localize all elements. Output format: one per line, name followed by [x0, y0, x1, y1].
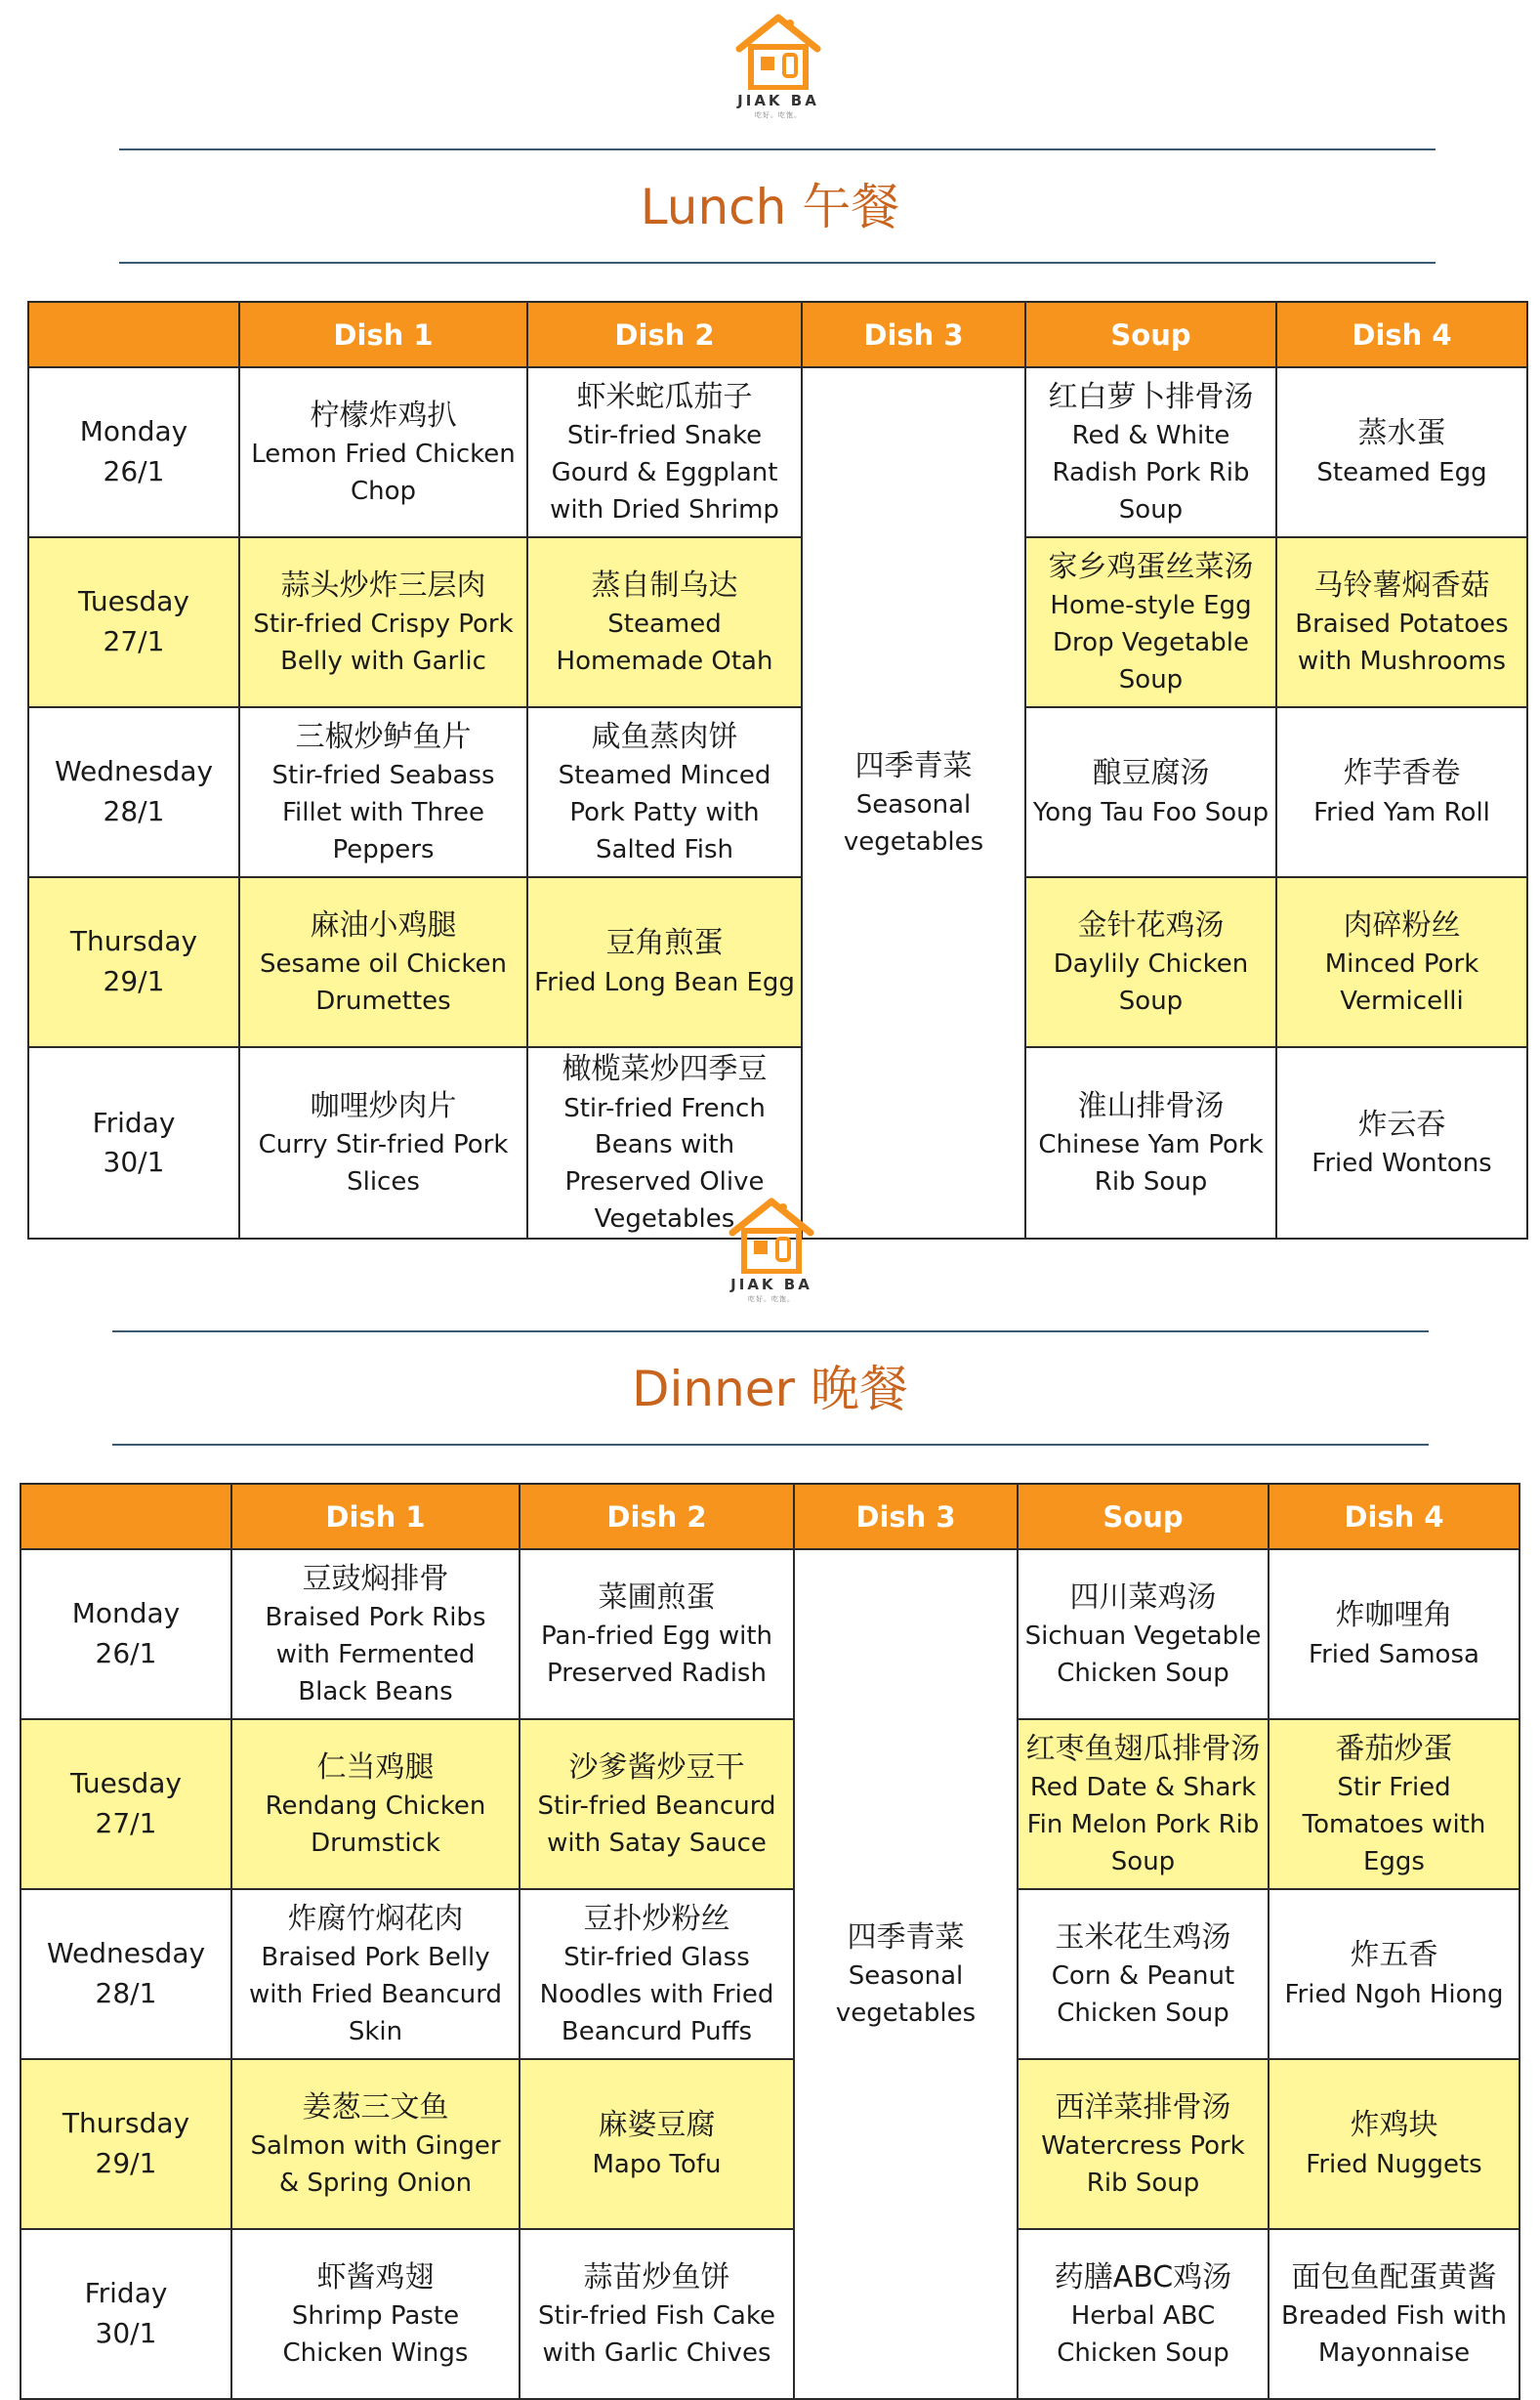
soup-cell: 玉米花生鸡汤 Corn & Peanut Chicken Soup [1018, 1889, 1269, 2059]
logo [718, 1194, 825, 1304]
dish1-cell: 蒜头炒炸三层肉 Stir-fried Crispy Pork Belly with Garlic [239, 537, 527, 707]
dish1-cell: 咖哩炒肉片 Curry Stir-fried Pork Slices [239, 1047, 527, 1239]
soup-cell: 西洋菜排骨汤 Watercress Pork Rib Soup [1018, 2059, 1269, 2229]
dish1-cell: 柠檬炸鸡扒 Lemon Fried Chicken Chop [239, 367, 527, 537]
header-dish4: Dish 4 [1269, 1484, 1519, 1549]
table-row [21, 1719, 1519, 1889]
dish2-cell: 菜圃煎蛋 Pan-fried Egg with Preserved Radish [520, 1549, 794, 1719]
dish4-cell: 炸咖哩角 Fried Samosa [1269, 1549, 1519, 1719]
soup-cell: 红白萝卜排骨汤 Red & White Radish Pork Rib Soup [1025, 367, 1276, 537]
dish4-cell: 炸鸡块 Fried Nuggets [1269, 2059, 1519, 2229]
dish2-cell: 蒜苗炒鱼饼 Stir-fried Fish Cake with Garlic Chives [520, 2229, 794, 2399]
dish1-cell: 三椒炒鲈鱼片 Stir-fried Seabass Fillet with Three Peppers [239, 707, 527, 877]
divider-top [112, 1330, 1429, 1332]
header-soup: Soup [1025, 302, 1276, 367]
day-cell: Wednesday 28/1 [21, 1889, 231, 2059]
header-row [28, 302, 1527, 367]
dish3-cell: 四季青菜 Seasonal vegetables [802, 367, 1025, 1239]
header-dish3: Dish 3 [794, 1484, 1018, 1549]
dish4-cell: 番茄炒蛋 Stir Fried Tomatoes with Eggs [1269, 1719, 1519, 1889]
header-dish4: Dish 4 [1276, 302, 1527, 367]
dish2-cell: 橄榄菜炒四季豆 Stir-fried French Beans with Preserved Olive Vegetables [527, 1047, 802, 1239]
table-row [28, 367, 1527, 537]
dish2-cell: 豆角煎蛋 Fried Long Bean Egg [527, 877, 802, 1047]
header-corner [21, 1484, 231, 1549]
header-dish1: Dish 1 [231, 1484, 520, 1549]
dish1-cell: 姜葱三文鱼 Salmon with Ginger & Spring Onion [231, 2059, 520, 2229]
header-row [21, 1484, 1519, 1549]
brand-name: JIAK BA [737, 92, 819, 109]
day-cell: Tuesday 27/1 [28, 537, 239, 707]
dish1-cell: 麻油小鸡腿 Sesame oil Chicken Drumettes [239, 877, 527, 1047]
lunch-table [27, 301, 1528, 1240]
dish2-cell: 麻婆豆腐 Mapo Tofu [520, 2059, 794, 2229]
dish1-cell: 虾酱鸡翅 Shrimp Paste Chicken Wings [231, 2229, 520, 2399]
soup-cell: 药膳ABC鸡汤 Herbal ABC Chicken Soup [1018, 2229, 1269, 2399]
table-row [28, 707, 1527, 877]
header-dish2: Dish 2 [527, 302, 802, 367]
table-row [21, 2229, 1519, 2399]
day-cell: Thursday 29/1 [28, 877, 239, 1047]
house-logo-icon [729, 10, 827, 90]
brand-tagline: 吃好。吃饱。 [748, 1295, 795, 1303]
brand-tagline: 吃好。吃饱。 [755, 111, 802, 119]
divider-bottom [112, 1444, 1429, 1446]
divider-bottom [119, 262, 1436, 264]
dish2-cell: 豆扑炒粉丝 Stir-fried Glass Noodles with Fried Beancurd Puffs [520, 1889, 794, 2059]
divider-top [119, 148, 1436, 150]
day-cell: Monday 26/1 [21, 1549, 231, 1719]
soup-cell: 酿豆腐汤 Yong Tau Foo Soup [1025, 707, 1276, 877]
day-cell: Friday 30/1 [28, 1047, 239, 1239]
soup-cell: 金针花鸡汤 Daylily Chicken Soup [1025, 877, 1276, 1047]
dish4-cell: 炸云吞 Fried Wontons [1276, 1047, 1527, 1239]
table-row [28, 537, 1527, 707]
day-cell: Thursday 29/1 [21, 2059, 231, 2229]
dinner-table [20, 1483, 1520, 2400]
dish4-cell: 面包鱼配蛋黄酱 Breaded Fish with Mayonnaise [1269, 2229, 1519, 2399]
dish4-cell: 肉碎粉丝 Minced Pork Vermicelli [1276, 877, 1527, 1047]
soup-cell: 家乡鸡蛋丝菜汤 Home-style Egg Drop Vegetable Soup [1025, 537, 1276, 707]
dish1-cell: 仁当鸡腿 Rendang Chicken Drumstick [231, 1719, 520, 1889]
lunch-title: Lunch 午餐 [640, 179, 900, 235]
dish4-cell: 炸芋香卷 Fried Yam Roll [1276, 707, 1527, 877]
dish2-cell: 蒸自制乌达 Steamed Homemade Otah [527, 537, 802, 707]
header-dish1: Dish 1 [239, 302, 527, 367]
dish3-cell: 四季青菜 Seasonal vegetables [794, 1549, 1018, 2399]
soup-cell: 红枣鱼翅瓜排骨汤 Red Date & Shark Fin Melon Pork Rib Soup [1018, 1719, 1269, 1889]
header-corner [28, 302, 239, 367]
day-cell: Tuesday 27/1 [21, 1719, 231, 1889]
dish1-cell: 炸腐竹焖花肉 Braised Pork Belly with Fried Beancurd Skin [231, 1889, 520, 2059]
day-cell: Monday 26/1 [28, 367, 239, 537]
house-logo-icon [723, 1194, 820, 1274]
day-cell: Friday 30/1 [21, 2229, 231, 2399]
dish4-cell: 蒸水蛋 Steamed Egg [1276, 367, 1527, 537]
table-row [21, 1889, 1519, 2059]
soup-cell: 淮山排骨汤 Chinese Yam Pork Rib Soup [1025, 1047, 1276, 1239]
soup-cell: 四川菜鸡汤 Sichuan Vegetable Chicken Soup [1018, 1549, 1269, 1719]
dish2-cell: 咸鱼蒸肉饼 Steamed Minced Pork Patty with Salted Fish [527, 707, 802, 877]
dish2-cell: 沙爹酱炒豆干 Stir-fried Beancurd with Satay Sauce [520, 1719, 794, 1889]
dish4-cell: 炸五香 Fried Ngoh Hiong [1269, 1889, 1519, 2059]
brand-name: JIAK BA [730, 1276, 812, 1293]
header-dish2: Dish 2 [520, 1484, 794, 1549]
dinner-title: Dinner 晚餐 [632, 1361, 908, 1417]
dish4-cell: 马铃薯焖香菇 Braised Potatoes with Mushrooms [1276, 537, 1527, 707]
header-dish3: Dish 3 [802, 302, 1025, 367]
table-row [28, 877, 1527, 1047]
table-row [21, 1549, 1519, 1719]
logo [725, 10, 832, 120]
header-soup: Soup [1018, 1484, 1269, 1549]
day-cell: Wednesday 28/1 [28, 707, 239, 877]
dish1-cell: 豆豉焖排骨 Braised Pork Ribs with Fermented Black Beans [231, 1549, 520, 1719]
dish2-cell: 虾米蛇瓜茄子 Stir-fried Snake Gourd & Eggplant with Dried Shrimp [527, 367, 802, 537]
table-row [21, 2059, 1519, 2229]
